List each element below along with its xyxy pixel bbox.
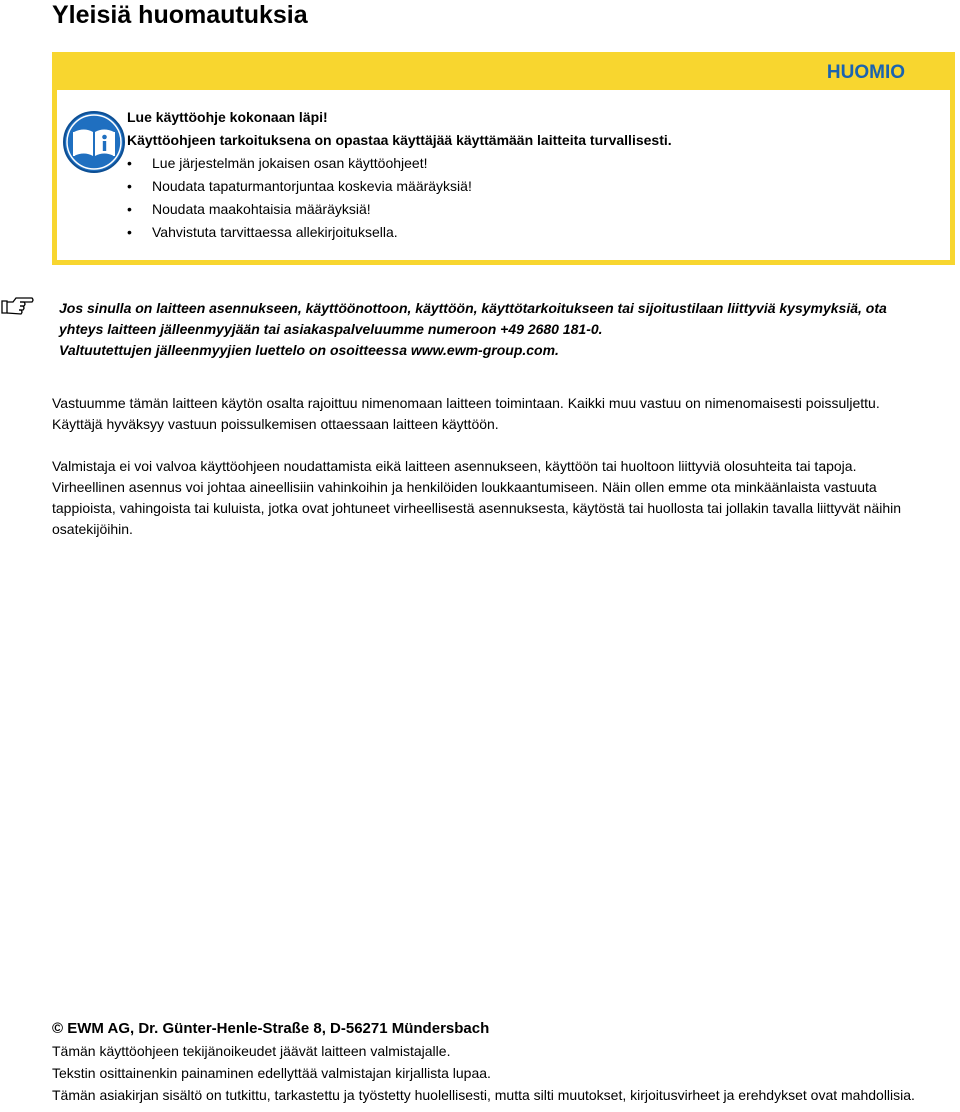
list-item: • Lue järjestelmän jokaisen osan käyttöohjeet! (127, 152, 672, 175)
manufacturer-line-3: tappioista, vahingoista tai kuluista, jotka ovat johtuneet virheellisestä asennuksesta, käytöstä tai huollosta tai jollakin tavalla liittyvät näihin (52, 500, 902, 516)
notice-bullet-list (127, 152, 672, 244)
notice-body (57, 90, 950, 260)
liability-paragraph (52, 393, 952, 435)
liability-line-1: Vastuumme tämän laitteen käytön osalta rajoittuu nimenomaan laitteen toimintaan. Kaikki muu vastuu on nimenomaisesti poissuljettu. (52, 395, 880, 411)
footer-line-2: Tekstin osittainenkin painaminen edellyttää valmistajan kirjallista lupaa. (52, 1065, 491, 1081)
hint-line-2: yhteys laitteen jälleenmyyjään tai asiakaspalveluumme numeroon +49 2680 181-0. (59, 321, 603, 337)
pointing-hand-icon (0, 290, 34, 320)
hint-line-3: Valtuutettujen jälleenmyyjien luettelo on osoitteessa www.ewm-group.com. (59, 342, 559, 358)
hint-text (59, 298, 939, 361)
read-manual-info-icon (62, 110, 126, 174)
copyright-line: © EWM AG, Dr. Günter-Henle-Straße 8, D-56271 Mündersbach (52, 1020, 490, 1037)
manufacturer-line-4: osatekijöihin. (52, 521, 133, 537)
list-item: • Noudata tapaturmantorjuntaa koskevia määräyksiä! (127, 175, 672, 198)
footer-line-1: Tämän käyttöohjeen tekijänoikeudet jäävät laitteen valmistajalle. (52, 1043, 451, 1059)
list-item: • Vahvistuta tarvittaessa allekirjoituksella. (127, 221, 672, 244)
copyright-footer (52, 1018, 957, 1106)
manufacturer-paragraph (52, 456, 952, 540)
notice-header: HUOMIO (826, 62, 905, 83)
notice-line-2: Käyttöohjeen tarkoituksena on opastaa käyttäjää käyttämään laitteita turvallisesti. (127, 132, 672, 148)
notice-line-1: Lue käyttöohje kokonaan läpi! (127, 109, 328, 125)
list-item: • Noudata maakohtaisia määräyksiä! (127, 198, 672, 221)
footer-line-3: Tämän asiakirjan sisältö on tutkittu, tarkastettu ja työstetty huolellisesti, mutta silti muutokset, kirjoitusvirheet ja erehdykset ovat mahdollisia. (52, 1087, 915, 1103)
notice-box (52, 52, 955, 265)
liability-line-2: Käyttäjä hyväksyy vastuun poissulkemisen ottaessaan laitteen käyttöön. (52, 416, 499, 432)
manufacturer-line-1: Valmistaja ei voi valvoa käyttöohjeen noudattamista eikä laitteen asennukseen, käyttöön tai huoltoon liittyviä olosuhteita tai tapoja. (52, 458, 857, 474)
page-title: Yleisiä huomautuksia (52, 1, 308, 29)
notice-text (127, 106, 672, 244)
manufacturer-line-2: Virheellinen asennus voi johtaa aineellisiin vahinkoihin ja henkilöiden loukkaantumiseen. Näin ollen emme ota minkäänlaista vastuuta (52, 479, 877, 495)
hint-line-1: Jos sinulla on laitteen asennukseen, käyttöönottoon, käyttöön, käyttötarkoitukseen tai sijoitustilaan liittyviä kysymyksiä, ota (59, 300, 887, 316)
